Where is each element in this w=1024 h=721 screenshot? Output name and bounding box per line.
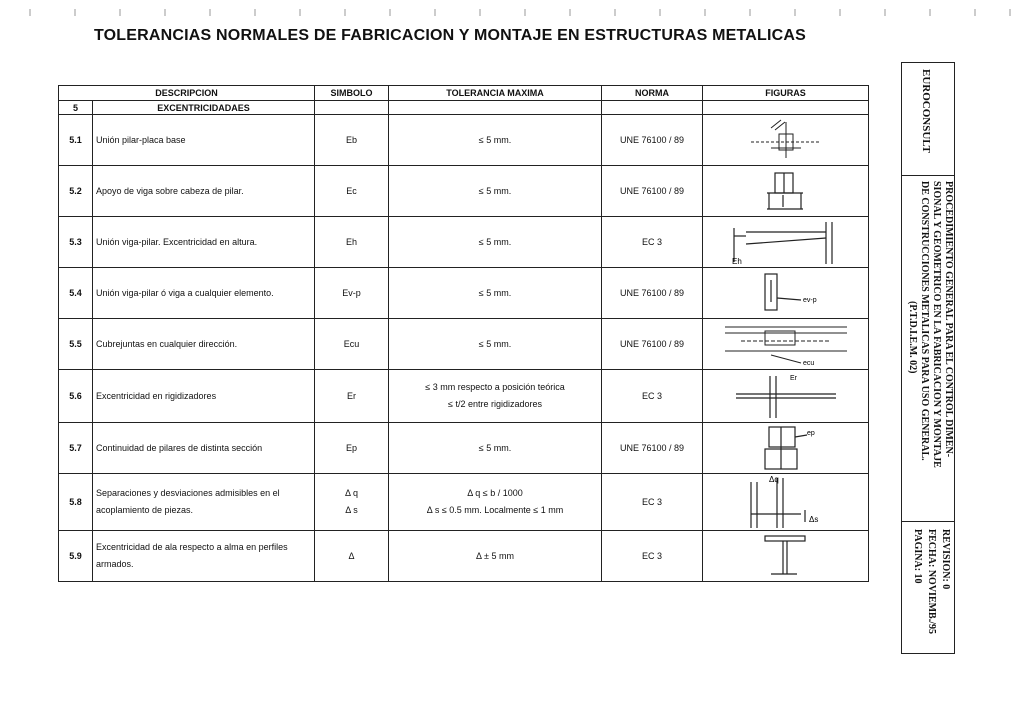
- row-tolerancia: [389, 217, 602, 268]
- row-norma: UNE 76100 / 89: [602, 115, 703, 166]
- simbolo-line: Ev-p: [342, 287, 361, 298]
- row-norma: EC 3: [602, 531, 703, 582]
- row-tolerancia: [389, 166, 602, 217]
- company-name: EUROCONSULT: [920, 69, 932, 153]
- simbolo-line: Er: [347, 390, 357, 401]
- row-number: 5.6: [59, 370, 93, 423]
- row-simbolo: [315, 319, 389, 370]
- header-norma: NORMA: [602, 86, 703, 101]
- svg-text:ecu: ecu: [802, 360, 814, 367]
- beam-on-column-figure: [706, 169, 865, 213]
- row-tolerancia: [389, 531, 602, 582]
- row-descripcion: [93, 217, 315, 268]
- row-descripcion: [93, 531, 315, 582]
- row-descripcion: [93, 319, 315, 370]
- table-row: [59, 423, 869, 474]
- row-simbolo: [315, 370, 389, 423]
- tolerancia-line: ≤ 5 mm.: [478, 287, 512, 298]
- binding-holes-strip: [0, 6, 1024, 18]
- descripcion-line: Apoyo de viga sobre cabeza de pilar.: [96, 185, 244, 196]
- row-descripcion: [93, 474, 315, 531]
- row-simbolo: [315, 268, 389, 319]
- simbolo-line: Ec: [346, 185, 357, 196]
- header-descripcion: DESCRIPCION: [59, 86, 315, 101]
- revision-cell: [902, 521, 954, 653]
- row-number: 5.4: [59, 268, 93, 319]
- row-simbolo: [315, 115, 389, 166]
- row-tolerancia: [389, 268, 602, 319]
- tolerancia-line: Δ ± 5 mm: [476, 550, 514, 561]
- row-figura: [703, 115, 869, 166]
- simbolo-line: Ep: [346, 442, 358, 453]
- company-cell: [902, 63, 954, 176]
- page-label: PAGINA: 10: [912, 529, 923, 584]
- row-simbolo: [315, 423, 389, 474]
- row-norma: UNE 76100 / 89: [602, 268, 703, 319]
- svg-text:Eh: Eh: [731, 257, 742, 266]
- row-norma: UNE 76100 / 89: [602, 423, 703, 474]
- document-sidebar: [901, 62, 955, 654]
- tolerancia-line: ≤ 5 mm.: [478, 338, 512, 349]
- row-descripcion: [93, 370, 315, 423]
- tolerancia-line: ≤ 5 mm.: [478, 236, 512, 247]
- svg-text:ep: ep: [806, 430, 815, 437]
- table-row: [59, 166, 869, 217]
- stiffener-figure: [706, 370, 865, 422]
- row-number: 5.3: [59, 217, 93, 268]
- row-figura: [703, 217, 869, 268]
- table-row: [59, 531, 869, 582]
- simbolo-line: Eh: [346, 236, 358, 247]
- binding-marks: [0, 7, 1024, 19]
- row-figura: [703, 166, 869, 217]
- splice-plate-figure: [706, 321, 865, 367]
- svg-text:Δq: Δq: [768, 475, 779, 484]
- row-number: 5.1: [59, 115, 93, 166]
- row-tolerancia: [389, 423, 602, 474]
- beam-element-figure: [706, 270, 865, 316]
- descripcion-line: Separaciones y desviaciones admisibles en el: [96, 488, 280, 498]
- row-norma: EC 3: [602, 474, 703, 531]
- empty-cell: [602, 101, 703, 115]
- column-base-plate-figure: [706, 118, 865, 162]
- descripcion-line: Unión pilar-placa base: [96, 134, 186, 145]
- procedure-line-1: PROCEDIMIENTO GENERAL PARA EL CONTROL DIMEN-: [943, 181, 954, 458]
- row-descripcion: [93, 268, 315, 319]
- simbolo-line: Δ q: [345, 488, 359, 498]
- row-tolerancia: [389, 370, 602, 423]
- descripcion-line: acoplamiento de piezas.: [96, 505, 194, 515]
- row-simbolo: [315, 474, 389, 531]
- tolerancia-line: ≤ 5 mm.: [478, 185, 512, 196]
- descripcion-line: Continuidad de pilares de distinta sección: [96, 442, 263, 453]
- row-figura: [703, 423, 869, 474]
- page-title: TOLERANCIAS NORMALES DE FABRICACION Y MONTAJE EN ESTRUCTURAS METALICAS: [93, 27, 807, 44]
- svg-text:Δs: Δs: [808, 515, 818, 524]
- row-figura: [703, 268, 869, 319]
- table-row: [59, 474, 869, 531]
- empty-cell: [703, 101, 869, 115]
- row-norma: EC 3: [602, 217, 703, 268]
- flange-web-figure: [706, 532, 865, 580]
- svg-text:ev-p: ev-p: [802, 297, 817, 304]
- row-simbolo: [315, 217, 389, 268]
- procedure-cell: [902, 175, 954, 522]
- header-tolerancia: TOLERANCIA MAXIMA: [389, 86, 602, 101]
- section-row: [59, 101, 869, 115]
- row-norma: EC 3: [602, 370, 703, 423]
- tolerancia-line: Δ s ≤ 0.5 mm. Localmente ≤ 1 mm: [426, 505, 564, 515]
- table-row: [59, 115, 869, 166]
- descripcion-line: Excentricidad de ala respecto a alma en perfiles: [96, 542, 288, 552]
- row-simbolo: [315, 531, 389, 582]
- row-figura: [703, 531, 869, 582]
- simbolo-line: Eb: [346, 134, 358, 145]
- tolerancia-line: Δ q ≤ b / 1000: [467, 488, 523, 498]
- empty-cell: [389, 101, 602, 115]
- table-header-row: [59, 86, 869, 101]
- tolerancia-line: ≤ 5 mm.: [478, 134, 512, 145]
- piece-coupling-figure: [706, 474, 865, 530]
- procedure-line-2: SIONAL Y GEOMETRICO EN LA FABRICACION Y MONTAJE: [931, 181, 942, 468]
- row-figura: [703, 319, 869, 370]
- tolerance-table: [58, 85, 869, 582]
- simbolo-line: Δ s: [345, 505, 358, 515]
- row-descripcion: [93, 423, 315, 474]
- row-figura: [703, 370, 869, 423]
- row-figura: [703, 474, 869, 531]
- row-number: 5.7: [59, 423, 93, 474]
- column-continuity-figure: [706, 423, 865, 473]
- table-row: [59, 370, 869, 423]
- section-number: 5: [59, 101, 93, 115]
- tolerancia-line: ≤ 3 mm respecto a posición teórica: [425, 382, 565, 392]
- beam-column-height-figure: [706, 218, 865, 266]
- revision-label: REVISION: 0: [940, 529, 951, 590]
- simbolo-line: Δ: [348, 550, 355, 561]
- descripcion-line: Unión viga-pilar. Excentricidad en altura.: [96, 236, 258, 247]
- descripcion-line: Excentricidad en rigidizadores: [96, 390, 217, 401]
- table-row: [59, 319, 869, 370]
- row-simbolo: [315, 166, 389, 217]
- header-simbolo: SIMBOLO: [315, 86, 389, 101]
- row-number: 5.9: [59, 531, 93, 582]
- row-tolerancia: [389, 319, 602, 370]
- row-number: 5.2: [59, 166, 93, 217]
- row-descripcion: [93, 166, 315, 217]
- row-norma: UNE 76100 / 89: [602, 319, 703, 370]
- section-label: EXCENTRICIDADAES: [93, 101, 315, 115]
- header-figuras: FIGURAS: [703, 86, 869, 101]
- table-row: [59, 217, 869, 268]
- table-row: [59, 268, 869, 319]
- row-tolerancia: [389, 474, 602, 531]
- descripcion-line: armados.: [96, 559, 134, 569]
- tolerancia-line: ≤ t/2 entre rigidizadores: [448, 399, 543, 409]
- descripcion-line: Unión viga-pilar ó viga a cualquier elemento.: [96, 287, 274, 298]
- row-descripcion: [93, 115, 315, 166]
- date-label: FECHA: NOVIEMB./95: [926, 529, 937, 634]
- descripcion-line: Cubrejuntas en cualquier dirección.: [96, 338, 238, 349]
- svg-text:Er: Er: [789, 375, 797, 382]
- row-number: 5.5: [59, 319, 93, 370]
- row-tolerancia: [389, 115, 602, 166]
- simbolo-line: Ecu: [343, 338, 360, 349]
- row-norma: UNE 76100 / 89: [602, 166, 703, 217]
- tolerancia-line: ≤ 5 mm.: [478, 442, 512, 453]
- procedure-line-3: DE CONSTRUCCIONES METALICAS PARA USO GENERAL.: [919, 181, 930, 461]
- row-number: 5.8: [59, 474, 93, 531]
- empty-cell: [315, 101, 389, 115]
- procedure-code: (P.T.D.I.E.M. 02): [907, 301, 918, 374]
